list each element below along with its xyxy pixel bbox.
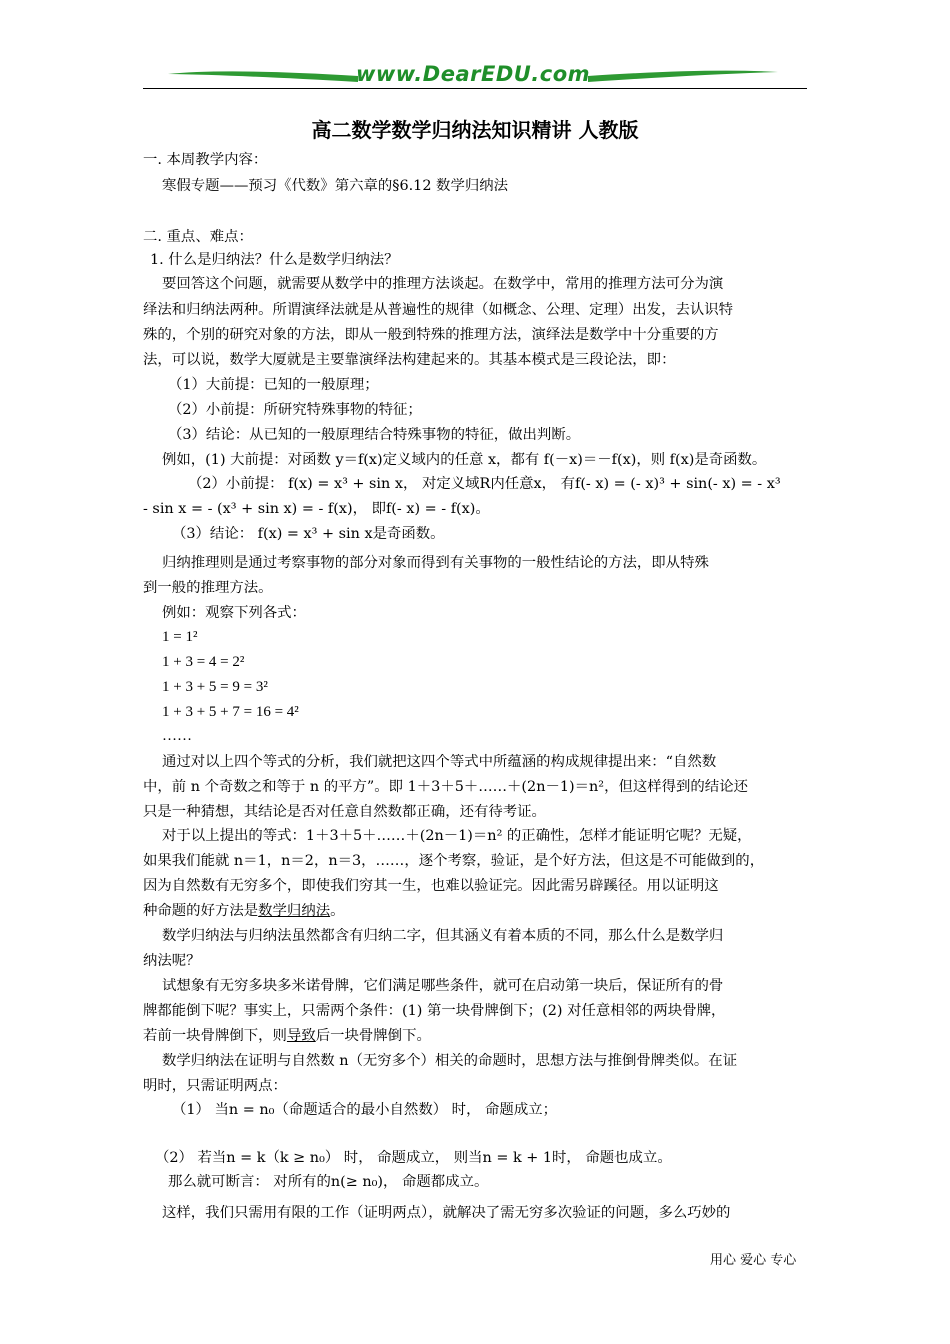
logo-text: www.DearEDU.com [355,62,591,86]
list-item: （1）大前提：已知的一般原理； [168,377,379,393]
equation: 1 + 3 + 5 + 7 = 16 = 4² [162,704,299,720]
text-line: 如果我们能就 n＝1，n＝2，n＝3，……，逐个考察，验证，是个好方法，但这是不可能做到的， [143,853,765,869]
math-line: （3）结论： f(x) = x³ + sin x是奇函数。 [172,526,445,542]
condition-1: （1） 当n = n₀（命题适合的最小自然数） 时， 命题成立； [172,1102,557,1118]
text-fragment: 种命题的好方法是 [143,903,259,919]
text-line: 殊的，个别的研究对象的方法，即从一般到特殊的推理方法，演绎法是数学中十分重要的方 [143,327,719,343]
text-line [143,1026,431,1046]
equation: 1 + 3 + 5 = 9 = 3² [162,679,268,695]
conclusion-line: 那么就可断言： 对所有的n(≥ n₀)， 命题都成立。 [168,1174,489,1190]
text-fragment: 。 [330,903,345,919]
text-line: 试想象有无穷多块多米诺骨牌，它们满足哪些条件，就可在启动第一块后，保证所有的骨 [162,978,724,994]
text-line: 归纳推理则是通过考察事物的部分对象而得到有关事物的一般性结论的方法，即从特殊 [162,555,709,571]
list-item: （3）结论：从已知的一般原理结合特殊事物的特征，做出判断。 [168,427,581,443]
text-line: 对于以上提出的等式：1＋3＋5＋……＋(2n－1)＝n² 的正确性，怎样才能证明它呢？无疑， [162,828,752,844]
text-line: 例如，(1) 大前提：对函数 y＝f(x)定义域内的任意 x，都有 f(－x)＝－f(x)，则 f(x)是奇函数。 [162,452,767,468]
text-line: 绎法和归纳法两种。所谓演绎法就是从普遍性的规律（如概念、公理、定理）出发，去认识特 [143,302,734,318]
equation: 1 = 1² [162,629,198,645]
text-line: 寒假专题——预习《代数》第六章的§6.12 数学归纳法 [162,178,509,194]
math-line: （2）小前提： f(x) = x³ + sin x， 对定义域R内任意x， 有f(- x) = (- x)³ + sin(- x) = - x³ [188,476,781,492]
section-heading-2: 二. 重点、难点： [143,229,253,245]
equation: 1 + 3 = 4 = 2² [162,654,245,670]
text-line [143,901,345,921]
math-line: - sin x = - (x³ + sin x) = - f(x)， 即f(- x) = - f(x)。 [143,501,490,517]
text-fragment: 若前一块骨牌倒下，则 [143,1028,287,1044]
condition-2: （2） 若当n = k（k ≥ n₀） 时， 命题成立， 则当n = k + 1时， 命题也成立。 [155,1150,672,1166]
text-line: 牌都能倒下呢？事实上，只需两个条件：(1) 第一块骨牌倒下；(2) 对任意相邻的两块骨牌， [143,1003,726,1019]
underlined-term: 数学归纳法 [258,903,331,919]
underlined-term: 导致 [286,1028,316,1044]
text-line: 纳法呢？ [143,953,201,969]
text-line: 到一般的推理方法。 [143,580,273,596]
list-item: （2）小前提：所研究特殊事物的特征； [168,402,422,418]
equation-ellipsis: …… [162,728,192,744]
text-line: 明时，只需证明两点： [143,1078,287,1094]
header-rule [143,88,807,89]
question-heading: 1. 什么是归纳法？什么是数学归纳法？ [150,252,399,268]
site-logo [168,62,778,90]
text-line: 数学归纳法与归纳法虽然都含有归纳二字，但其涵义有着本质的不同，那么什么是数学归 [162,928,724,944]
text-fragment: 后一块骨牌倒下。 [315,1028,431,1044]
text-line: 法，可以说，数学大厦就是主要靠演绎法构建起来的。其基本模式是三段论法，即： [143,352,676,368]
text-line: 只是一种猜想，其结论是否对任意自然数都正确，还有待考证。 [143,804,546,820]
text-line: 中，前 n 个奇数之和等于 n 的平方”。即 1＋3＋5＋……＋(2n－1)＝n²，但这样得到的结论还 [143,779,748,795]
section-heading-1: 一. 本周教学内容： [143,152,268,168]
text-line: 这样，我们只需用有限的工作（证明两点），就解决了需无穷多次验证的问题，多么巧妙的 [162,1205,731,1221]
text-line: 通过对以上四个等式的分析，我们就把这四个等式中所蕴涵的构成规律提出来：“自然数 [162,754,717,770]
text-line: 数学归纳法在证明与自然数 n（无穷多个）相关的命题时，思想方法与推倒骨牌类似。在证 [162,1053,738,1069]
text-line: 因为自然数有无穷多个，即使我们穷其一生，也难以验证完。因此需另辟蹊径。用以证明这 [143,878,719,894]
text-line: 要回答这个问题，就需要从数学中的推理方法谈起。在数学中，常用的推理方法可分为演 [162,276,724,292]
page-footer: 用心 爱心 专心 [710,1253,797,1268]
page-title: 高二数学数学归纳法知识精讲 人教版 [311,118,639,142]
text-line: 例如：观察下列各式： [162,605,306,621]
